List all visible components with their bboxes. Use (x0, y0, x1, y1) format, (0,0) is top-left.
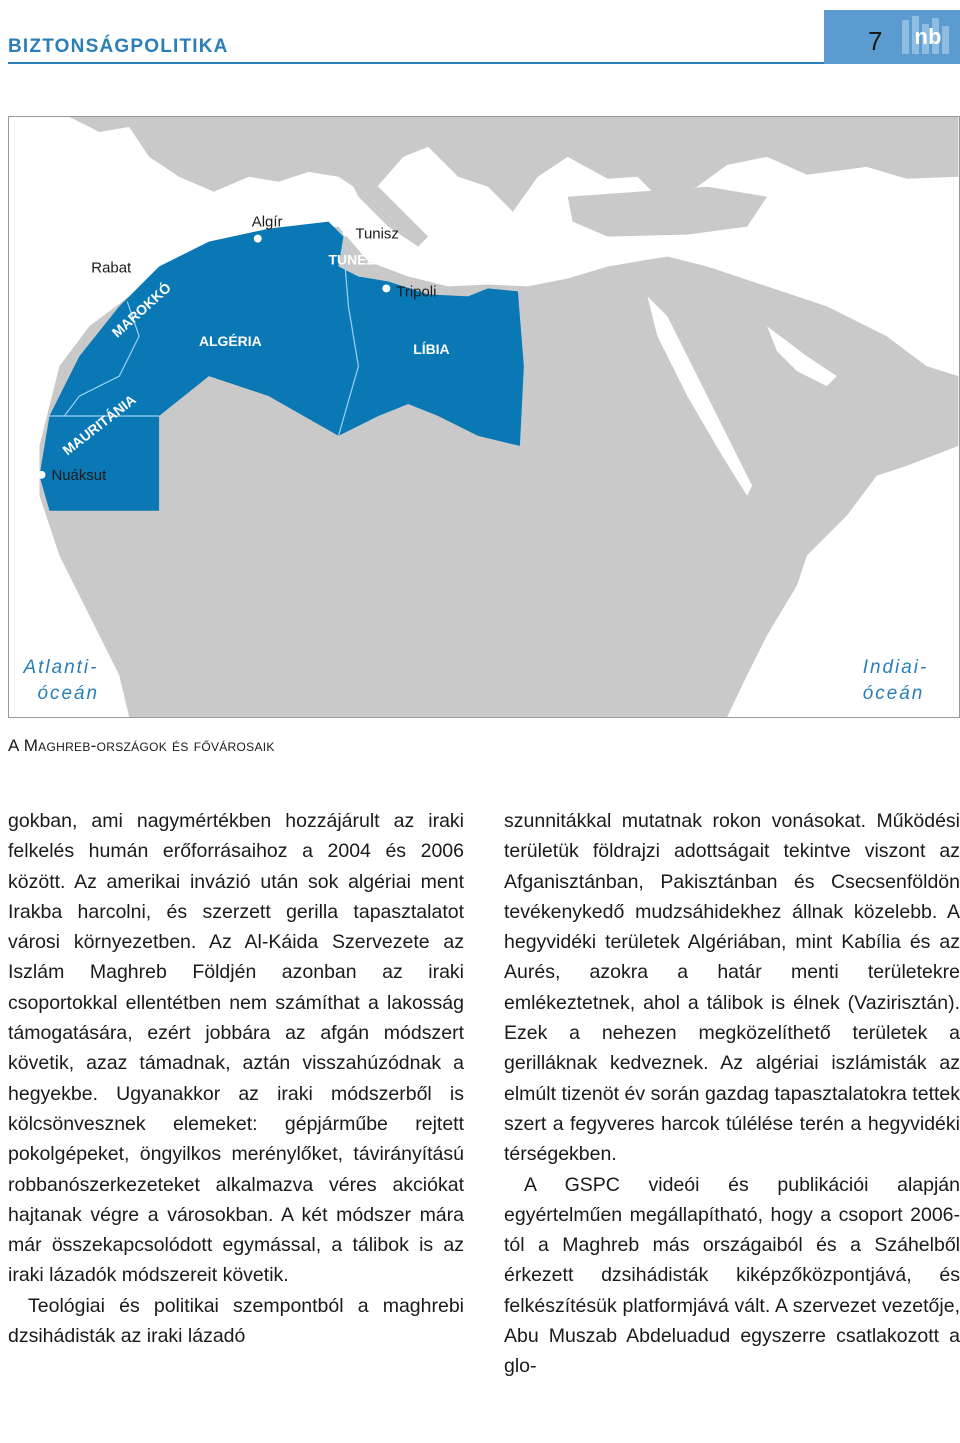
city-nuaksut: Nuáksut (51, 466, 107, 484)
paragraph: gokban, ami nagymértékben hozzájárult az iraki felkelés humán erőforrásaihoz a 2004 és 2006 között. Az amerikai invázió után sok algériai ment Irakba harcolni, és szerzett gerilla tapasztalatot városi környezetben. Az Al-Káida Szervezete az Iszlám Maghreb Földjén azonban az iraki csoportokkal ellentétben nem számíthat a lakosság támogatására, ezért jobbára az afgán módszert követik, azaz támadnak, aztán visszahúzódnak a hegyekbe. Ugyanakkor az iraki módszerből is kölcsönvesznek elemeket: gépjárműbe rejtett pokolgépeket, öngyilkos merénylőket, távirányítású robbanószerkezeteket alkalmazva véres akciókat hajtanak végre a városokban. A két módszer mára már összekapcsolódott egymással, a tálibok is az iraki lázadók módszereit követik. (8, 810, 464, 1287)
country-tunezia: TUNÉZIA (328, 251, 389, 268)
header-rule (8, 62, 960, 64)
ocean-atlantic-line1: Atlanti- (23, 657, 99, 679)
city-dot-nuaksut (37, 471, 45, 479)
country-mauritania: MAURITÁNIA (59, 391, 139, 459)
ocean-atlantic-line2: óceán (37, 683, 100, 705)
map-caption: A Maghreb-országok és fővárosaik (8, 736, 275, 755)
page-number: 7 (868, 26, 883, 56)
journal-logo (900, 14, 956, 60)
city-tunisz: Tunisz (355, 225, 399, 243)
paragraph: szunnitákkal mutatnak rokon vonásokat. Működési területük földrajzi adottságait tekintve viszont az Afganisztánban, Pakisztánban és Csecsenföldön tevékenykedő mudzsáhidekhez állnak közelebb. A hegyvidéki területek Algériában, mint Kabília és az Aurés, azokra a határ menti területekre emlékeztetnek, ahol a tálibok is élnek (Vazirisztán). Ezek a nehezen megközelíthető területek a gerilláknak kedveznek. Az algériai iszlámisták az elmúlt tizenöt év során gazdag tapasztalatokra tettek szert a fegyveres harcok túlélése terén a hegyvidéki térségekben. (504, 810, 960, 1166)
city-dot-algir (254, 235, 262, 243)
maghreb-map (8, 116, 960, 718)
article-column-right (504, 806, 960, 1382)
ocean-indian-line2: óceán (862, 683, 925, 705)
ocean-indian-line1: Indiai- (862, 657, 929, 679)
section-title: BIZTONSÁGPOLITIKA (8, 36, 229, 57)
logo-text: nb (914, 24, 942, 49)
city-algir: Algír (251, 213, 283, 231)
country-marokko: MAROKKÓ (108, 279, 174, 341)
country-algeria: ALGÉRIA (198, 333, 262, 350)
paragraph: Teológiai és politikai szempontból a maghrebi dzsihádisták az iraki lázadó (8, 1294, 464, 1348)
city-tripoli: Tripoli (396, 283, 437, 301)
page-header (0, 0, 960, 70)
paragraph: A GSPC videói és publikációi alapján egyértelműen megállapítható, hogy a csoport 2006-tól a Maghreb más országaiból és a Száhelből érkezett dzsihádisták kiképzőközpontjává, és felkészítésük platformjává vált. A szervezet vezetője, Abu Muszab Abdeluadud egyszerre csatlakozott a glo- (504, 1173, 960, 1378)
city-dot-tripoli (382, 284, 390, 292)
city-dot-tunisz (342, 229, 350, 237)
article-column-left (8, 806, 464, 1351)
country-libia: LÍBIA (413, 341, 450, 358)
city-dot-rabat (145, 264, 153, 272)
city-rabat: Rabat (91, 259, 132, 277)
